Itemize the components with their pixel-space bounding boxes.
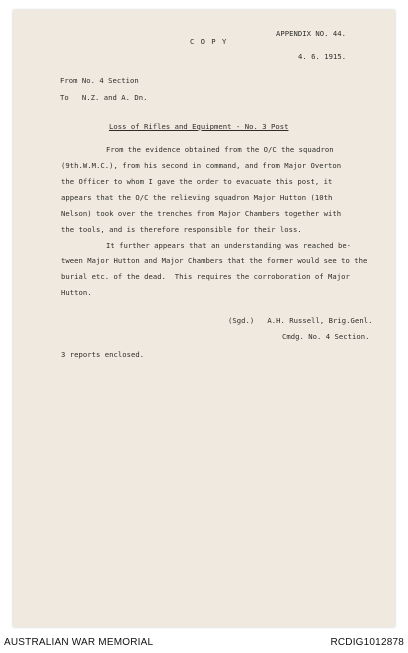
body-line: From the evidence obtained from the O/C the squadron xyxy=(106,145,334,154)
signature-line: (Sgd.) A.H. Russell, Brig.Genl. xyxy=(228,316,373,325)
document-date: 4. 6. 1915. xyxy=(298,52,347,61)
body-line: (9th.W.M.C.), from his second in command, and from Major Overton xyxy=(61,161,342,170)
from-line: From No. 4 Section xyxy=(60,76,139,85)
body-line: tween Major Hutton and Major Chambers that the former would see to the xyxy=(61,256,368,265)
copy-label: C O P Y xyxy=(190,37,228,46)
subject-heading: Loss of Rifles and Equipment - No. 3 Post xyxy=(109,122,289,131)
body-line: the tools, and is therefore responsible for their loss. xyxy=(61,225,302,234)
to-line: To N.Z. and A. Dn. xyxy=(60,93,148,102)
body-line: the Officer to whom I gave the order to evacuate this post, it xyxy=(61,177,333,186)
body-line: appears that the O/C the relieving squadron Major Hutton (10th xyxy=(61,193,333,202)
archive-name: AUSTRALIAN WAR MEMORIAL xyxy=(4,637,154,648)
body-line: Nelson) took over the trenches from Major Chambers together with xyxy=(61,209,342,218)
signature-title: Cmdg. No. 4 Section. xyxy=(282,332,370,341)
record-id: RCDIG1012878 xyxy=(330,637,404,648)
enclosure-note: 3 reports enclosed. xyxy=(61,350,145,359)
body-line: It further appears that an understanding was reached be- xyxy=(106,241,352,250)
appendix-number: APPENDIX NO. 44. xyxy=(276,29,347,38)
body-line: Hutton. xyxy=(61,288,92,297)
body-line: burial etc. of the dead. This requires the corroboration of Major xyxy=(61,272,350,281)
